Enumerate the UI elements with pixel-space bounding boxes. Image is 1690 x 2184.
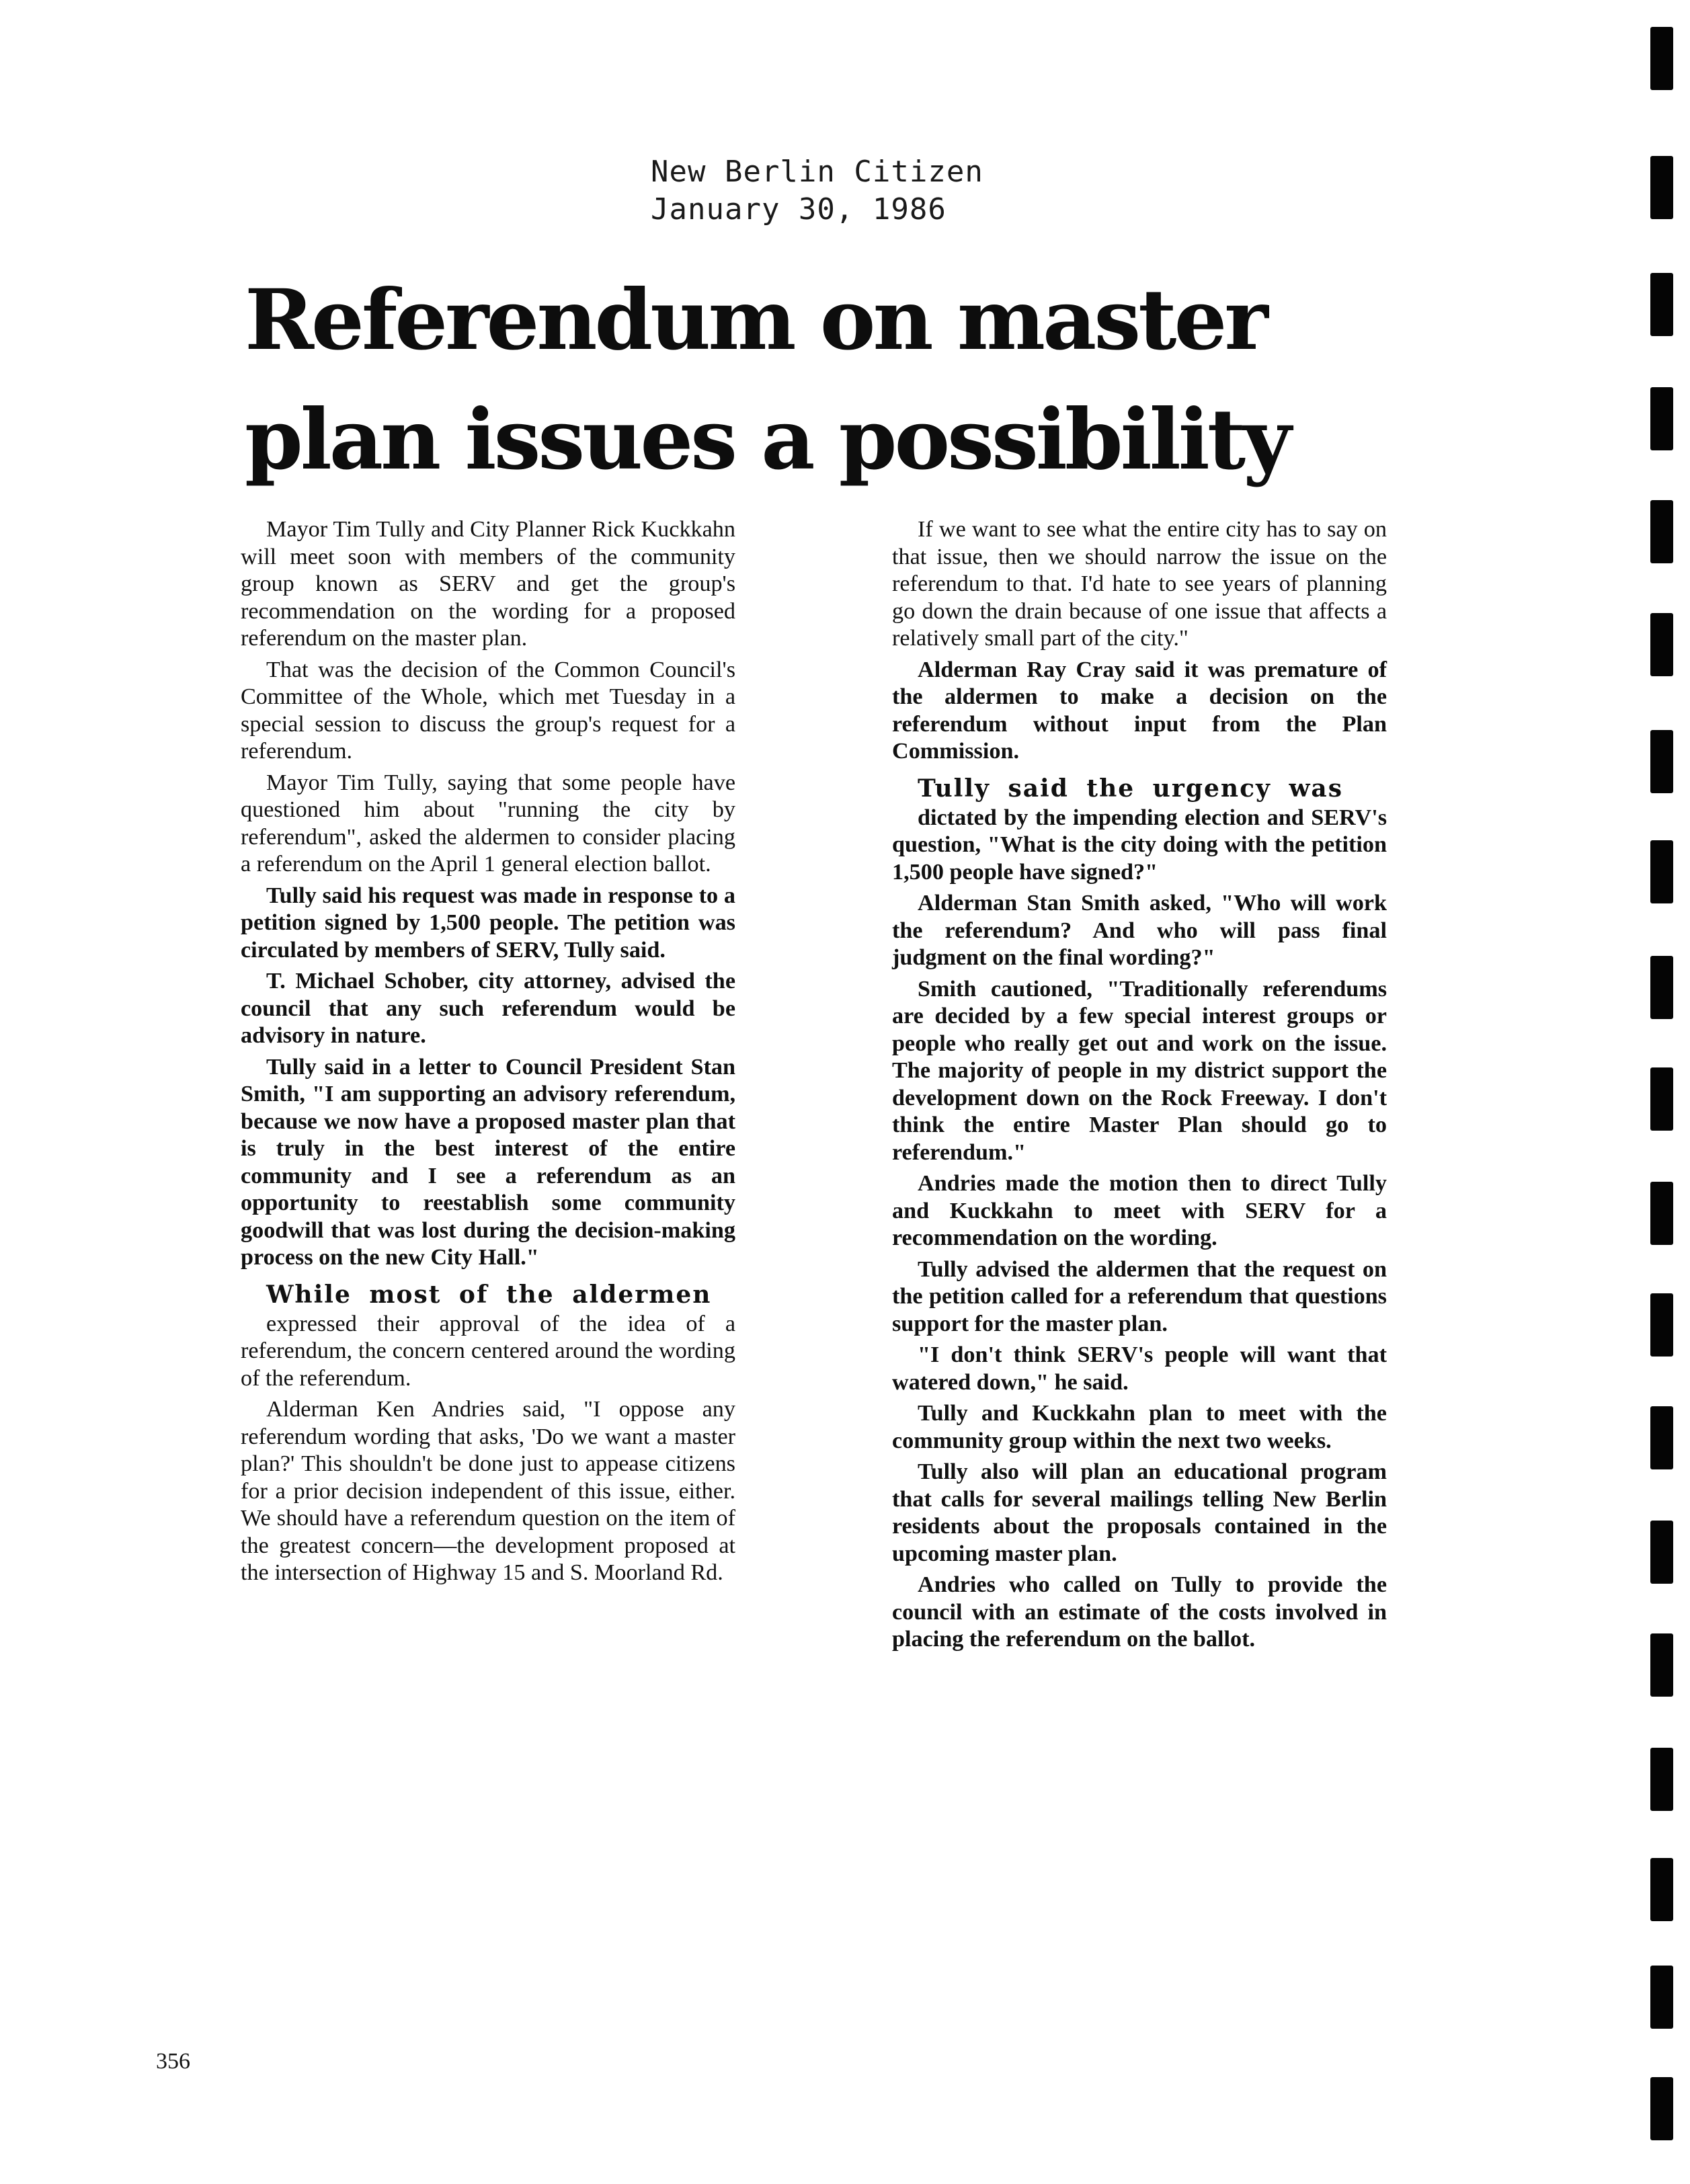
paragraph: dictated by the impending election and SERV's question, "What is the city doing with the petition 1,500 people have signed?" [892, 805, 1387, 885]
binding-hole-mark [1650, 956, 1673, 1019]
binding-hole-mark [1650, 1293, 1673, 1357]
binding-hole-mark [1650, 1748, 1673, 1811]
binding-edge [1650, 0, 1675, 2184]
binding-hole-mark [1650, 1633, 1673, 1697]
binding-hole-mark [1650, 1182, 1673, 1245]
paragraph: If we want to see what the entire city has to say on that issue, then we should narrow the issue on the referendum to that. I'd hate to see years of planning go down the drain because of one issue that affects a relatively small part of the city." [892, 517, 1387, 651]
left-column [241, 516, 735, 1591]
paragraph: Alderman Ray Cray said it was premature of the aldermen to make a decision on the referendum without input from the Plan Commission. [892, 657, 1387, 764]
subheading: While most of the aldermen [266, 1280, 712, 1309]
paragraph: Alderman Ken Andries said, "I oppose any referendum wording that asks, 'Do we want a master plan?' This shouldn't be done just to appease citizens for a prior decision independent of this issue, either. We should have a referendum question on the item of the greatest concern—the development proposed at the intersection of Highway 15 and S. Moorland Rd. [241, 1397, 735, 1585]
publication-date: January 30, 1986 [651, 192, 947, 227]
paragraph: T. Michael Schober, city attorney, advised the council that any such referendum would be advisory in nature. [241, 969, 735, 1048]
subheading: Tully said the urgency was [918, 774, 1344, 803]
binding-hole-mark [1650, 2077, 1673, 2140]
paragraph: "I don't think SERV's people will want that watered down," he said. [892, 1342, 1387, 1395]
binding-hole-mark [1650, 1406, 1673, 1469]
binding-hole-mark [1650, 840, 1673, 903]
binding-hole-mark [1650, 156, 1673, 219]
binding-hole-mark [1650, 1966, 1673, 2029]
publication-name: New Berlin Citizen [651, 155, 983, 189]
binding-hole-mark [1650, 1067, 1673, 1131]
binding-hole-mark [1650, 1521, 1673, 1584]
binding-hole-mark [1650, 273, 1673, 336]
paragraph: Mayor Tim Tully, saying that some people have questioned him about "running the city by referendum", asked the aldermen to consider placing a referendum on the April 1 general election ballot. [241, 770, 735, 877]
paragraph: Alderman Stan Smith asked, "Who will work the referendum? And who will pass final judgment on the final wording?" [892, 891, 1387, 970]
paragraph: Smith cautioned, "Traditionally referendums are decided by a few special interest groups or people who really get out and work on the issue. The majority of people in my district support the development down on the Rock Freeway. I don't think the entire Master Plan should go to referendum." [892, 976, 1387, 1165]
binding-hole-mark [1650, 730, 1673, 793]
paragraph: Tully and Kuckkahn plan to meet with the community group within the next two weeks. [892, 1401, 1387, 1453]
paragraph: Andries who called on Tully to provide the council with an estimate of the costs involved in placing the referendum on the ballot. [892, 1572, 1387, 1652]
paragraph: Tully also will plan an educational program that calls for several mailings telling New Berlin residents about the proposals contained in the upcoming master plan. [892, 1459, 1387, 1566]
binding-hole-mark [1650, 27, 1673, 90]
paragraph: Tully advised the aldermen that the request on the petition called for a referendum that questions support for the master plan. [892, 1256, 1387, 1336]
source-line [651, 153, 983, 229]
right-column [892, 516, 1387, 1658]
paragraph: That was the decision of the Common Council's Committee of the Whole, which met Tuesday in a special session to discuss the group's request for a referendum. [241, 657, 735, 764]
paragraph: Tully said in a letter to Council President Stan Smith, "I am supporting an advisory referendum, because we now have a proposed master plan that is truly in the best interest of the entire community and I see a referendum as an opportunity to reestablish some community goodwill that was lost during the decision-making process on the new City Hall." [241, 1054, 735, 1270]
binding-hole-mark [1650, 500, 1673, 563]
paragraph: expressed their approval of the idea of a referendum, the concern centered around the wording of the referendum. [241, 1311, 735, 1391]
binding-hole-mark [1650, 387, 1673, 450]
page-number: 356 [156, 2049, 190, 2074]
headline: Referendum on master plan issues a possibility [245, 272, 1289, 489]
binding-hole-mark [1650, 613, 1673, 676]
paragraph: Mayor Tim Tully and City Planner Rick Kuckkahn will meet soon with members of the community group known as SERV and get the group's recommendation on the wording for a proposed referendum on the master plan. [241, 517, 735, 651]
paragraph: Andries made the motion then to direct Tully and Kuckkahn to meet with SERV for a recommendation on the wording. [892, 1171, 1387, 1250]
paragraph: Tully said his request was made in response to a petition signed by 1,500 people. The petition was circulated by members of SERV, Tully said. [241, 883, 735, 963]
binding-hole-mark [1650, 1858, 1673, 1921]
